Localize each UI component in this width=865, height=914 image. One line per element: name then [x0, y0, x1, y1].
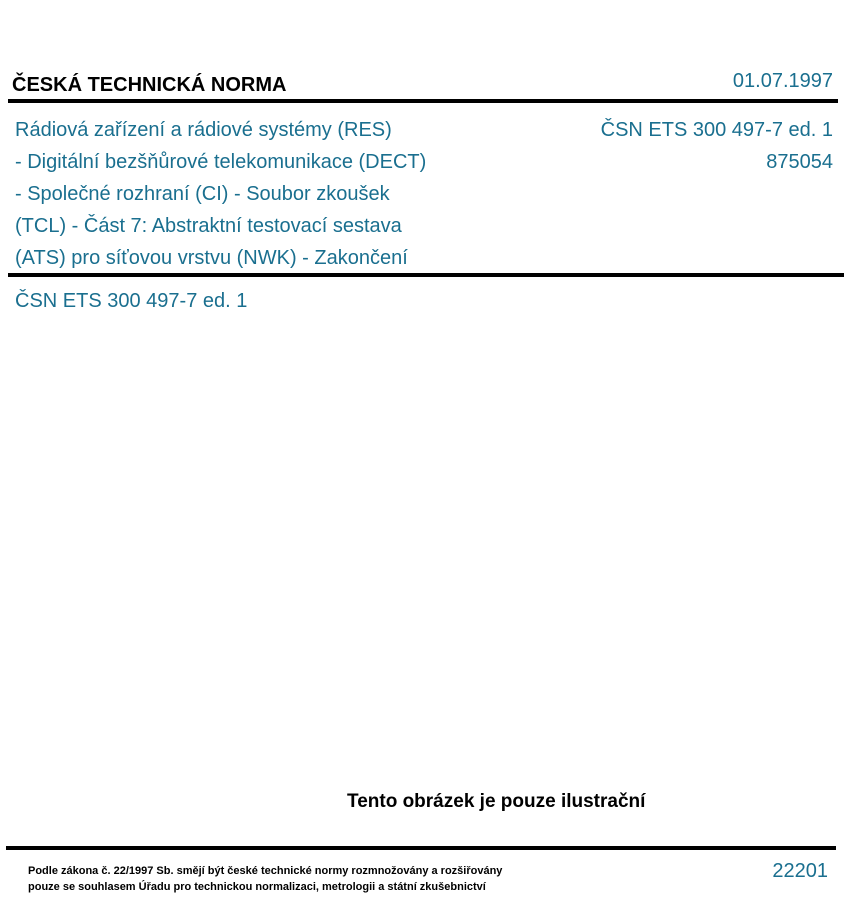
- class-number: 875054: [766, 151, 833, 173]
- standard-title-line: (TCL) - Část 7: Abstraktní testovací sestava: [15, 215, 402, 237]
- bottom-divider: [6, 846, 836, 850]
- standard-number: ČSN ETS 300 497-7 ed. 1: [600, 119, 833, 141]
- standard-title-line: Rádiová zařízení a rádiové systémy (RES): [15, 119, 392, 141]
- standard-title-line: - Digitální bezšňůrové telekomunikace (DECT): [15, 151, 427, 173]
- page-title: ČESKÁ TECHNICKÁ NORMA: [12, 74, 287, 96]
- standard-identifiers: [601, 114, 833, 178]
- legal-notice-line: pouze se souhlasem Úřadu pro technickou normalizaci, metrologii a státní zkušebnictví: [28, 881, 486, 893]
- top-divider: [8, 99, 838, 103]
- middle-divider: [8, 273, 844, 277]
- standard-title-line: - Společné rozhraní (CI) - Soubor zkoušek: [15, 183, 390, 205]
- legal-notice-line: Podle zákona č. 22/1997 Sb. smějí být české technické normy rozmnožovány a rozšiřovány: [28, 865, 503, 877]
- standard-title-line: (ATS) pro síťovou vrstvu (NWK) - Zakončení: [15, 247, 408, 269]
- illustration-note: Tento obrázek je pouze ilustrační: [347, 791, 646, 812]
- issue-date: 01.07.1997: [732, 70, 833, 92]
- standard-title: [15, 114, 426, 274]
- legal-notice: [28, 863, 502, 895]
- catalog-number: 22201: [772, 860, 828, 882]
- standard-number-repeat: ČSN ETS 300 497-7 ed. 1: [15, 290, 248, 312]
